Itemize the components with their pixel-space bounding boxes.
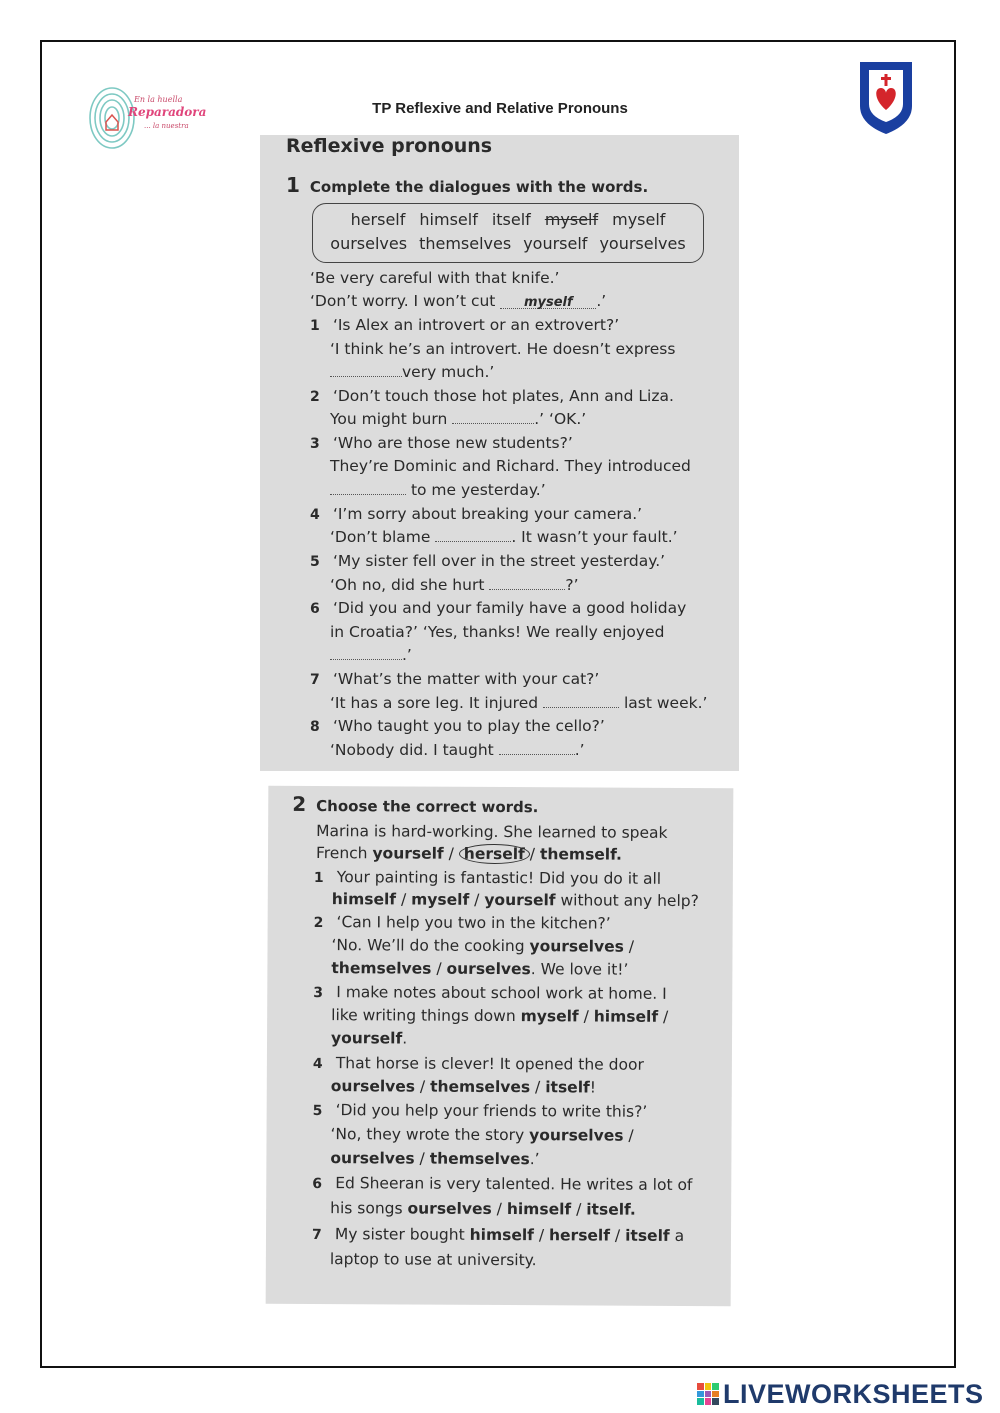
word: yourself	[523, 234, 588, 253]
word-box	[312, 203, 704, 263]
exercise-1-heading	[286, 173, 648, 197]
word: himself	[419, 210, 478, 229]
answer-blank-7[interactable]	[543, 694, 619, 708]
liveworksheets-wordmark: LIVEWORKSHEETS	[723, 1378, 984, 1409]
answer-blank-2[interactable]	[452, 410, 534, 424]
page-title: TP Reflexive and Relative Pronouns	[372, 100, 628, 117]
section-title: Reflexive pronouns	[286, 135, 493, 157]
answer-blank-4[interactable]	[435, 528, 511, 542]
word: itself	[491, 210, 531, 229]
word: myself	[612, 210, 666, 229]
answer-blank-1[interactable]	[330, 363, 402, 377]
logo-text-1: En la huella	[134, 95, 183, 104]
word: themselves	[419, 234, 512, 253]
word: ourselves	[330, 234, 408, 253]
example-answer: myself	[500, 295, 596, 309]
circled-answer: herself	[459, 844, 530, 864]
exercise-instruction: Complete the dialogues with the words.	[309, 178, 649, 196]
word: yourselves	[599, 234, 686, 253]
exercise-instruction: Choose the correct words.	[316, 797, 539, 817]
liveworksheets-logo-icon	[697, 1383, 719, 1405]
reflexive-exercise-2-panel: 2 Choose the correct words. Marina is hard-working. She learned to speak French yourself / herself / themself. 1 Your painting is fantastic! Did you do it all himself / myself / yourself without any help? 2 ‘Can I help you two in the kitchen?’ ‘No. We’ll do the cooking yourselves / themselves / ourselves. We love it!’ 3 I make notes about school work at home. I like writing things down myself / himself / yourself. 4 That horse is clever! It opened the door ourselves / themselves / itself! 5 ‘Did you help your friends to write this?’ ‘No, they wrote the story yourselves / ourselves / themselves.’ 6 Ed Sheeran is very talented. He writes a lot of his songs ourselves / himself / itself. 7 My sister bought himself / herself / itself a laptop to use at university.	[266, 786, 734, 1306]
answer-blank-6[interactable]	[330, 646, 402, 660]
exercise-2-heading	[292, 792, 538, 817]
school-crest-icon	[856, 58, 916, 136]
choice-line-3a[interactable]: like writing things down myself / himself /	[331, 1006, 669, 1026]
answer-blank-5[interactable]	[489, 576, 565, 590]
choice-line-2b[interactable]: themselves / ourselves. We love it!’	[331, 959, 629, 979]
choice-line-5a[interactable]: ‘No, they wrote the story yourselves /	[330, 1125, 634, 1145]
example-line: ‘Be very careful with that knife.’	[310, 269, 560, 287]
choice-line-2a[interactable]: ‘No. We’ll do the cooking yourselves /	[331, 936, 635, 956]
choice-line-7[interactable]: 7 My sister bought himself / herself / itself a	[311, 1225, 685, 1245]
logo-text-3: ... la nuestra	[144, 122, 189, 130]
word: herself	[350, 210, 406, 229]
choice-line-3b[interactable]: yourself.	[330, 1029, 408, 1048]
logo-text-2: Reparadora	[128, 105, 207, 119]
liveworksheets-brand	[697, 1380, 984, 1408]
example-line: ‘Don’t worry. I won’t cut myself .’	[310, 292, 607, 310]
answer-blank-8[interactable]	[499, 741, 575, 755]
exercise-number: 1	[286, 173, 300, 197]
choice-line-1[interactable]: himself / myself / yourself without any help?	[331, 890, 699, 911]
choice-line-6[interactable]: his songs ourselves / himself / itself.	[330, 1199, 636, 1219]
reparadora-logo	[88, 82, 207, 154]
answer-blank-3[interactable]	[330, 481, 406, 495]
choice-line-4[interactable]: ourselves / themselves / itself!	[330, 1077, 597, 1097]
reflexive-exercise-1-panel: Reflexive pronouns 1 Complete the dialogues with the words. herself himself itself myself myself ourselves themselves yourself yourselves ‘Be very careful with that knife.’ ‘Don’t worry. I won’t cut myself .’ 1 ‘Is Alex an introvert or an extrovert?’ ‘I think he’s an introvert. He doesn’t express very much.’ 2 ‘Don’t touch those hot plates, Ann and Liza. You might burn .’ ‘OK.’ 3 ‘Who are those new students?’ They’re Dominic and Richard. They introduced to me yesterday.’ 4 ‘I’m sorry about breaking your camera.’ ‘Don’t blame . It wasn’t your fault.’ 5 ‘My sister fell over in the street yesterday.’ ‘Oh no, did she hurt ?’ 6 ‘Did you and your family have a good holiday in Croatia?’ ‘Yes, thanks! We really enjoyed .’ 7 ‘What’s the matter with your cat?’ ‘It has a sore leg. It injured last week.’ 8 ‘Who taught you to play the cello?’ ‘Nobody did. I taught .’	[260, 135, 739, 771]
word-crossed-out: myself	[544, 210, 599, 229]
exercise-number: 2	[292, 791, 307, 816]
choice-line-5b[interactable]: ourselves / themselves.’	[330, 1149, 540, 1169]
